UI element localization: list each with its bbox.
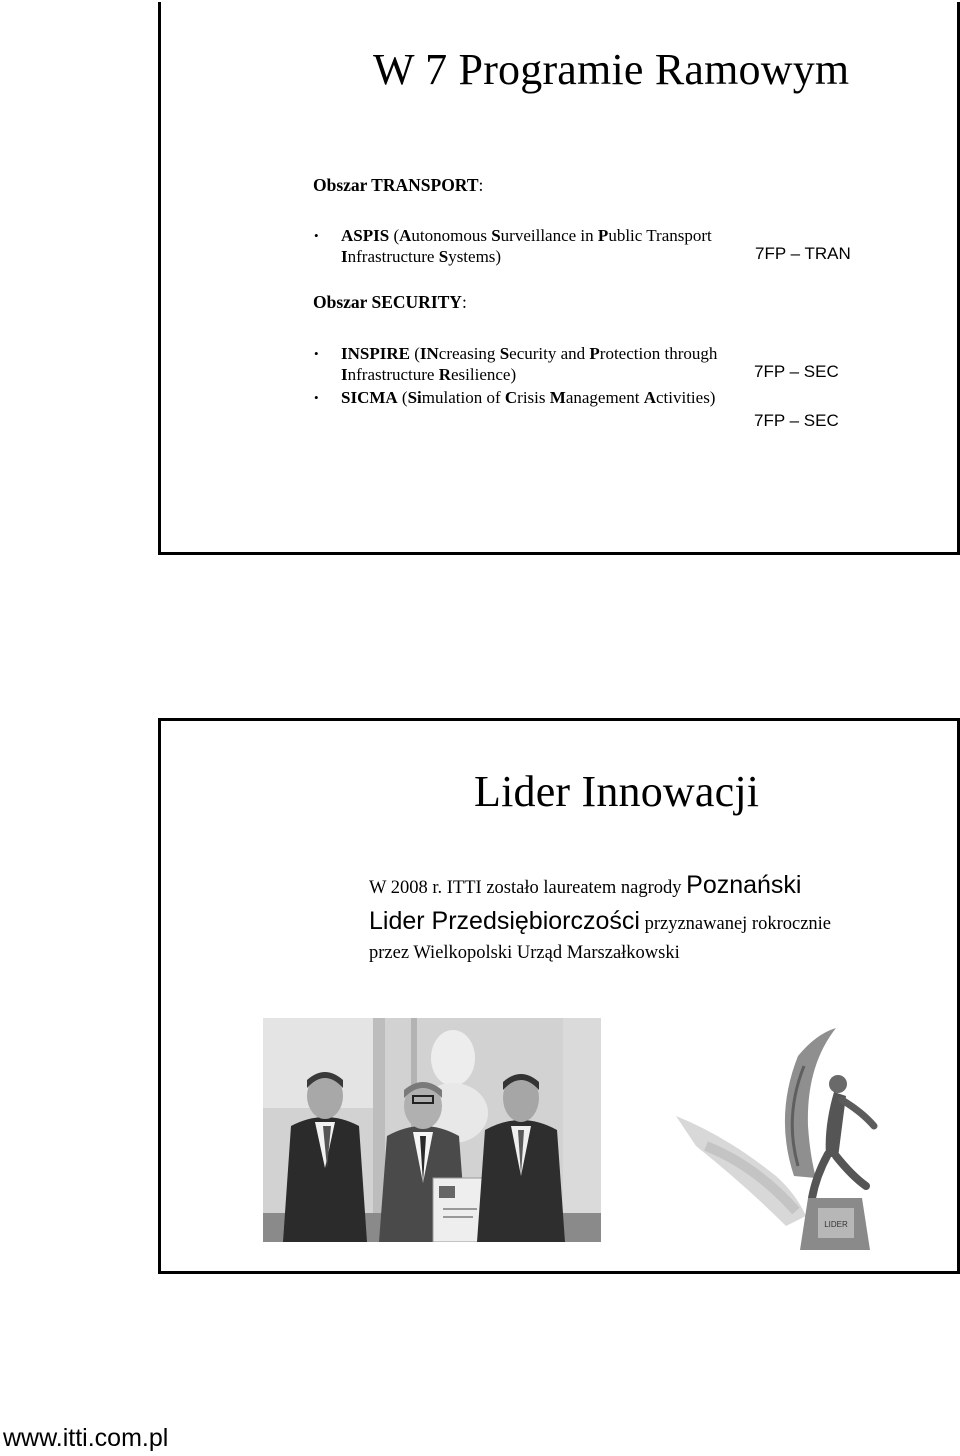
program-code-sicma: 7FP – SEC — [754, 411, 839, 430]
list-item-aspis: • ASPIS (Autonomous Surveillance in Public Transport Infrastructure Systems) — [314, 226, 712, 266]
bullet-icon: • — [314, 346, 319, 361]
award-ceremony-illustration — [263, 1018, 601, 1242]
bullet-icon: • — [314, 390, 319, 405]
award-paragraph-line-2: Lider Przedsiębiorczości przyznawanej rokrocznie — [369, 907, 832, 935]
list-item-inspire: • INSPIRE (INcreasing Security and Protection through Infrastructure Resilience) — [314, 344, 718, 384]
slide-innovation-leader — [158, 718, 960, 1274]
slide-title: Lider Innowacji — [474, 767, 760, 816]
award-ceremony-photo — [263, 1018, 601, 1242]
award-paragraph-line-1: W 2008 r. ITTI zostało laureatem nagrody Poznański — [369, 871, 802, 899]
award-paragraph-line-3: przez Wielkopolski Urząd Marszałkowski — [369, 943, 680, 963]
section-heading-security: Obszar SECURITY: — [313, 292, 467, 312]
program-code-inspire: 7FP – SEC — [754, 362, 839, 381]
bullet-icon: • — [314, 228, 319, 243]
list-item-sicma: • SICMA (Simulation of Crisis Management Activities) — [314, 388, 716, 407]
footer-website-link[interactable]: www.itti.com.pl — [3, 1424, 169, 1452]
lider-trophy-photo — [666, 1026, 916, 1250]
slide-7fp-projects — [158, 2, 960, 555]
section-heading-transport: Obszar TRANSPORT: — [313, 175, 484, 195]
trophy-plate-text: LIDER — [824, 1220, 848, 1229]
trophy-illustration — [666, 1026, 916, 1250]
slide-title: W 7 Programie Ramowym — [373, 45, 850, 94]
program-code-aspis: 7FP – TRAN — [755, 244, 851, 263]
